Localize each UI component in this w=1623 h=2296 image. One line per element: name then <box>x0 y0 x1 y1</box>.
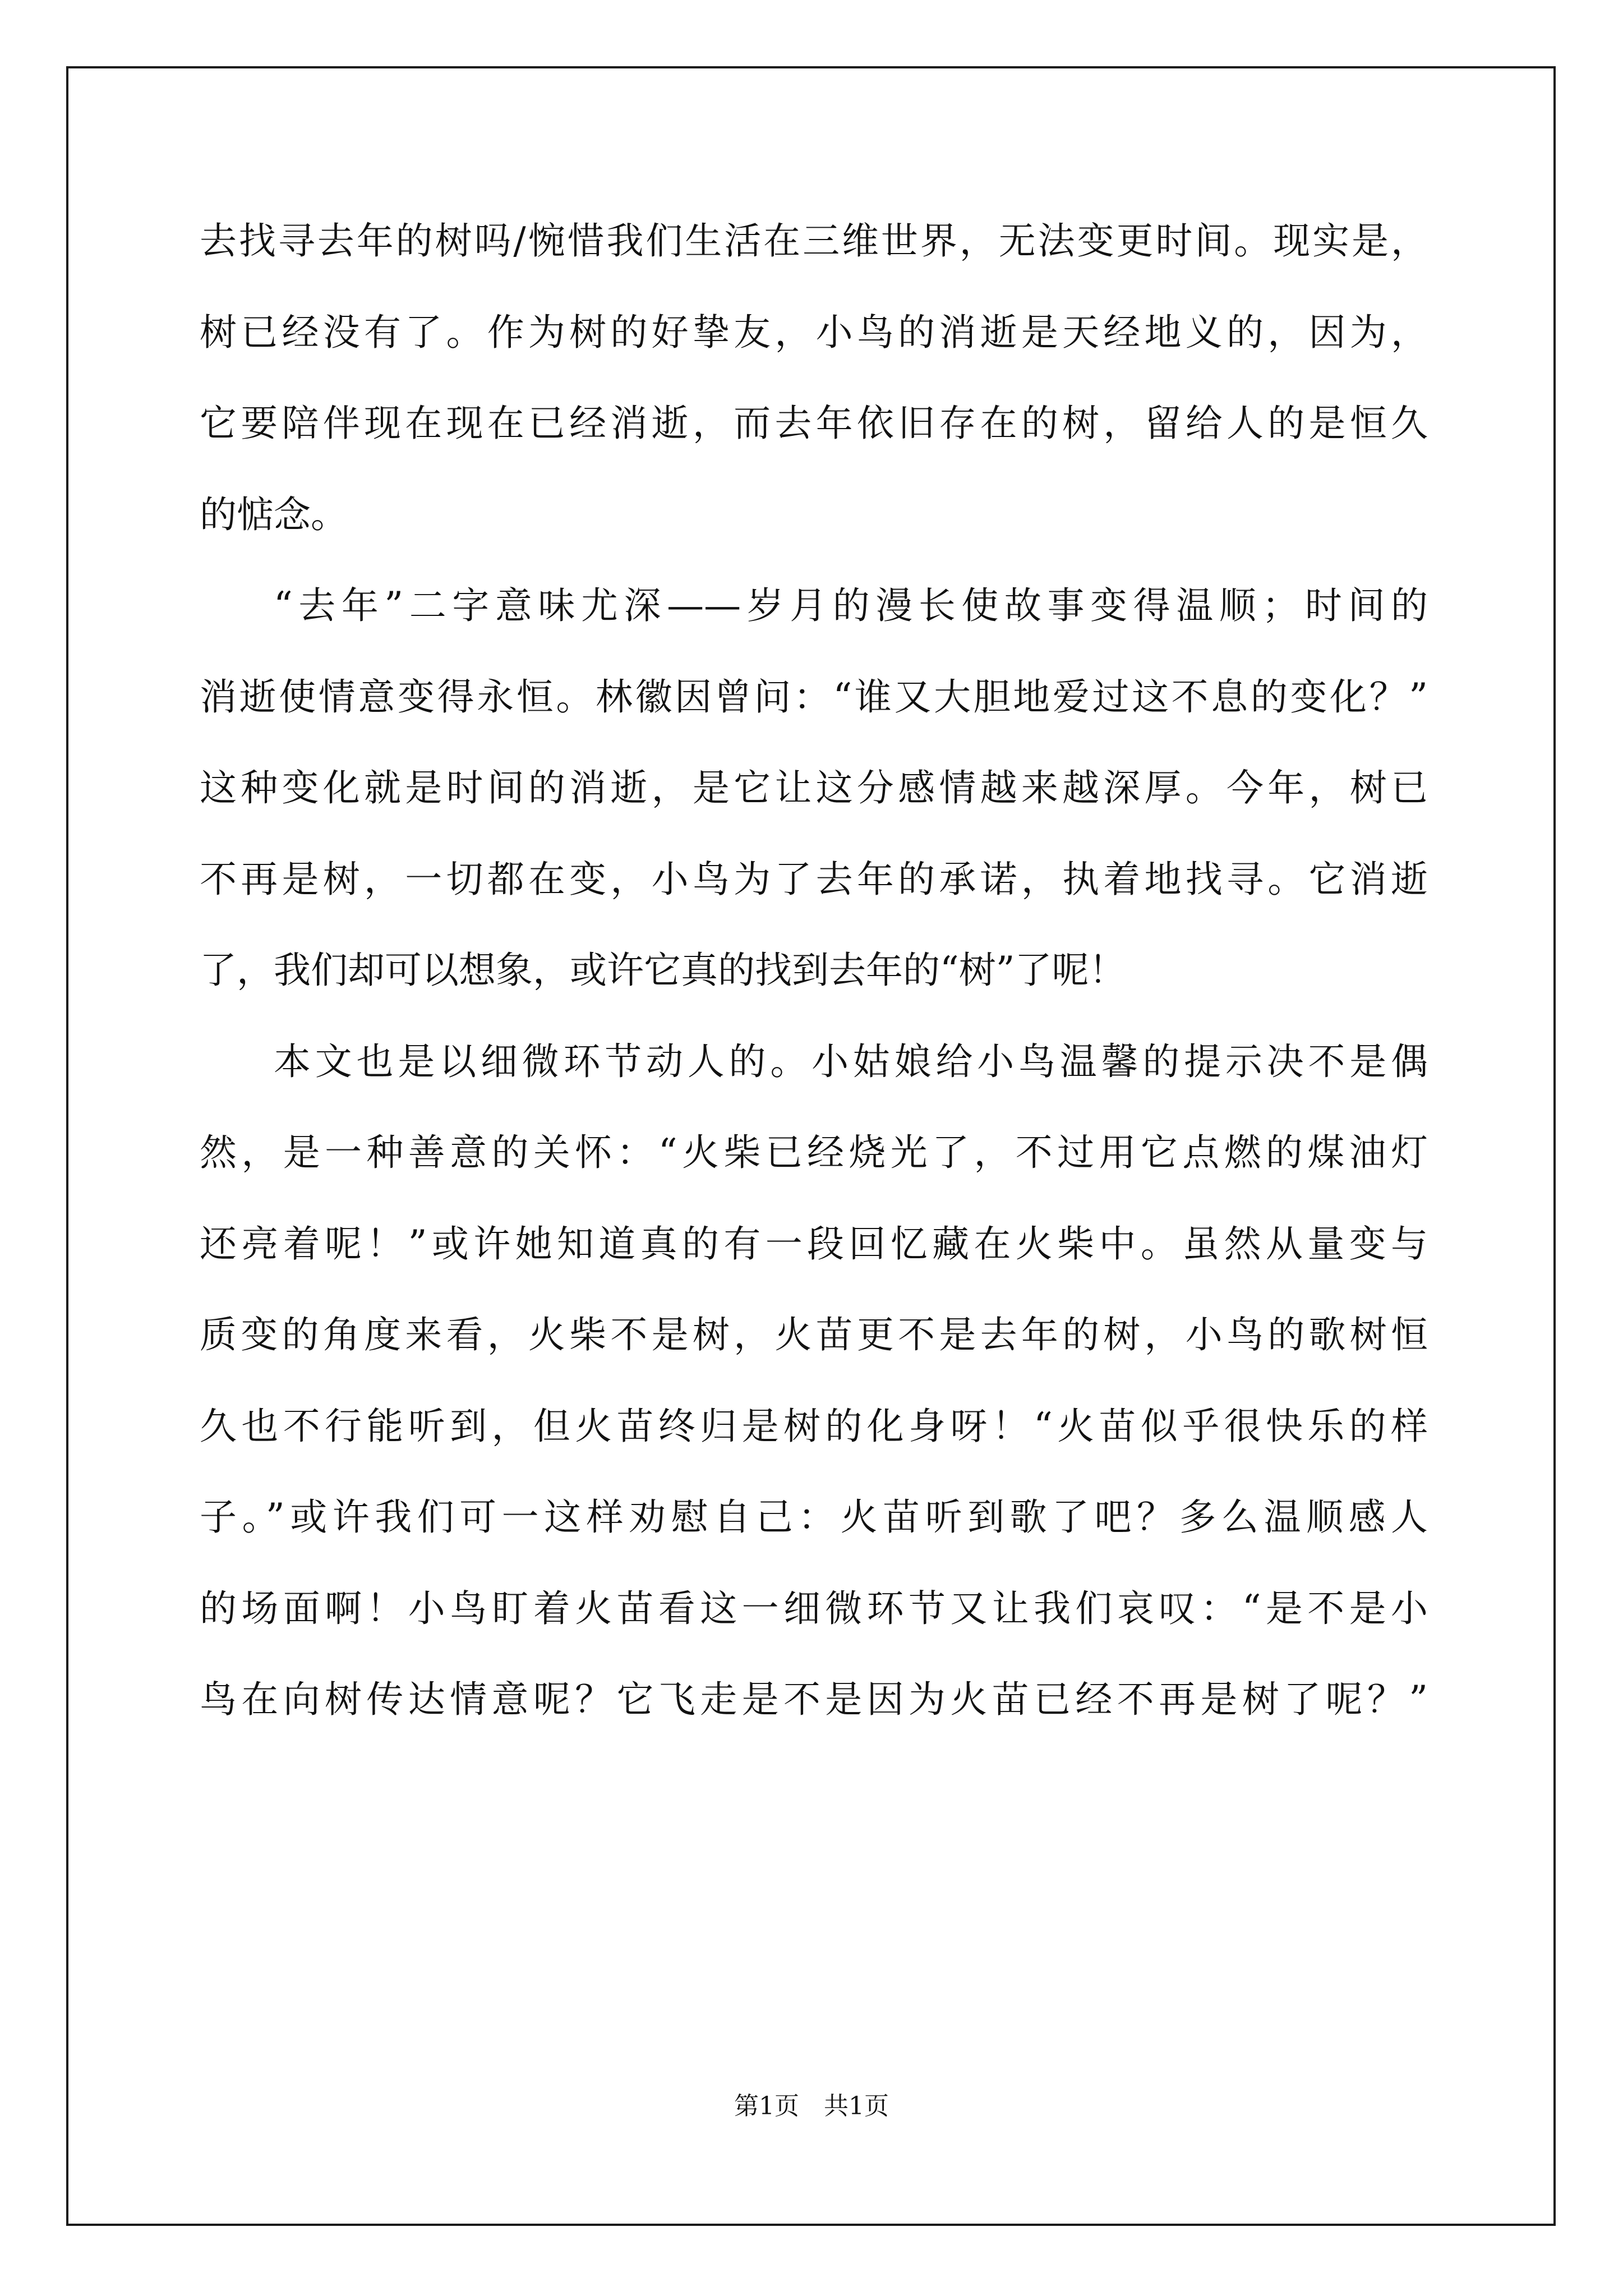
text-line: 还亮着呢！”或许她知道真的有一段回忆藏在火柴中。虽然从量变与 <box>200 1222 1428 1266</box>
text-line: 然，是一种善意的关怀：“火柴已经烧光了，不过用它点燃的煤油灯 <box>200 1131 1428 1174</box>
text-line: 鸟在向树传达情意呢？它飞走是不是因为火苗已经不再是树了呢？” <box>200 1678 1428 1721</box>
text-line: 子。”或许我们可一这样劝慰自己：火苗听到歌了吧？多么温顺感人 <box>200 1496 1428 1539</box>
document-body <box>200 214 1428 1764</box>
text-line: 了，我们却可以想象，或许它真的找到去年的“树”了呢！ <box>200 949 1126 992</box>
text-line: 不再是树，一切都在变，小鸟为了去年的承诺，执着地找寻。它消逝 <box>200 857 1428 901</box>
text-line: 去找寻去年的树吗/惋惜我们生活在三维世界，无法变更时间。现实是， <box>200 219 1428 263</box>
page-number: 第1页 共1页 <box>734 2092 889 2120</box>
text-line: 它要陪伴现在现在已经消逝，而去年依旧存在的树，留给人的是恒久 <box>200 402 1428 445</box>
text-line: 树已经没有了。作为树的好挚友，小鸟的消逝是天经地义的，因为， <box>200 310 1428 354</box>
text-line: 的场面啊！小鸟盯着火苗看这一细微环节又让我们哀叹：“是不是小 <box>200 1586 1428 1630</box>
text-line: 久也不行能听到，但火苗终归是树的化身呀！“火苗似乎很快乐的样 <box>200 1404 1428 1448</box>
text-line: 这种变化就是时间的消逝，是它让这分感情越来越深厚。今年，树已 <box>200 766 1428 809</box>
text-line: 的惦念。 <box>200 493 348 536</box>
text-line: 本文也是以细微环节动人的。小姑娘给小鸟温馨的提示决不是偶 <box>274 1039 1428 1083</box>
text-line: “去年”二字意味尤深——岁月的漫长使故事变得温顺；时间的 <box>274 584 1428 627</box>
text-line: 质变的角度来看，火柴不是树，火苗更不是去年的树，小鸟的歌树恒 <box>200 1313 1428 1356</box>
text-line: 消逝使情意变得永恒。林徽因曾问：“谁又大胆地爱过这不息的变化？” <box>200 675 1428 719</box>
